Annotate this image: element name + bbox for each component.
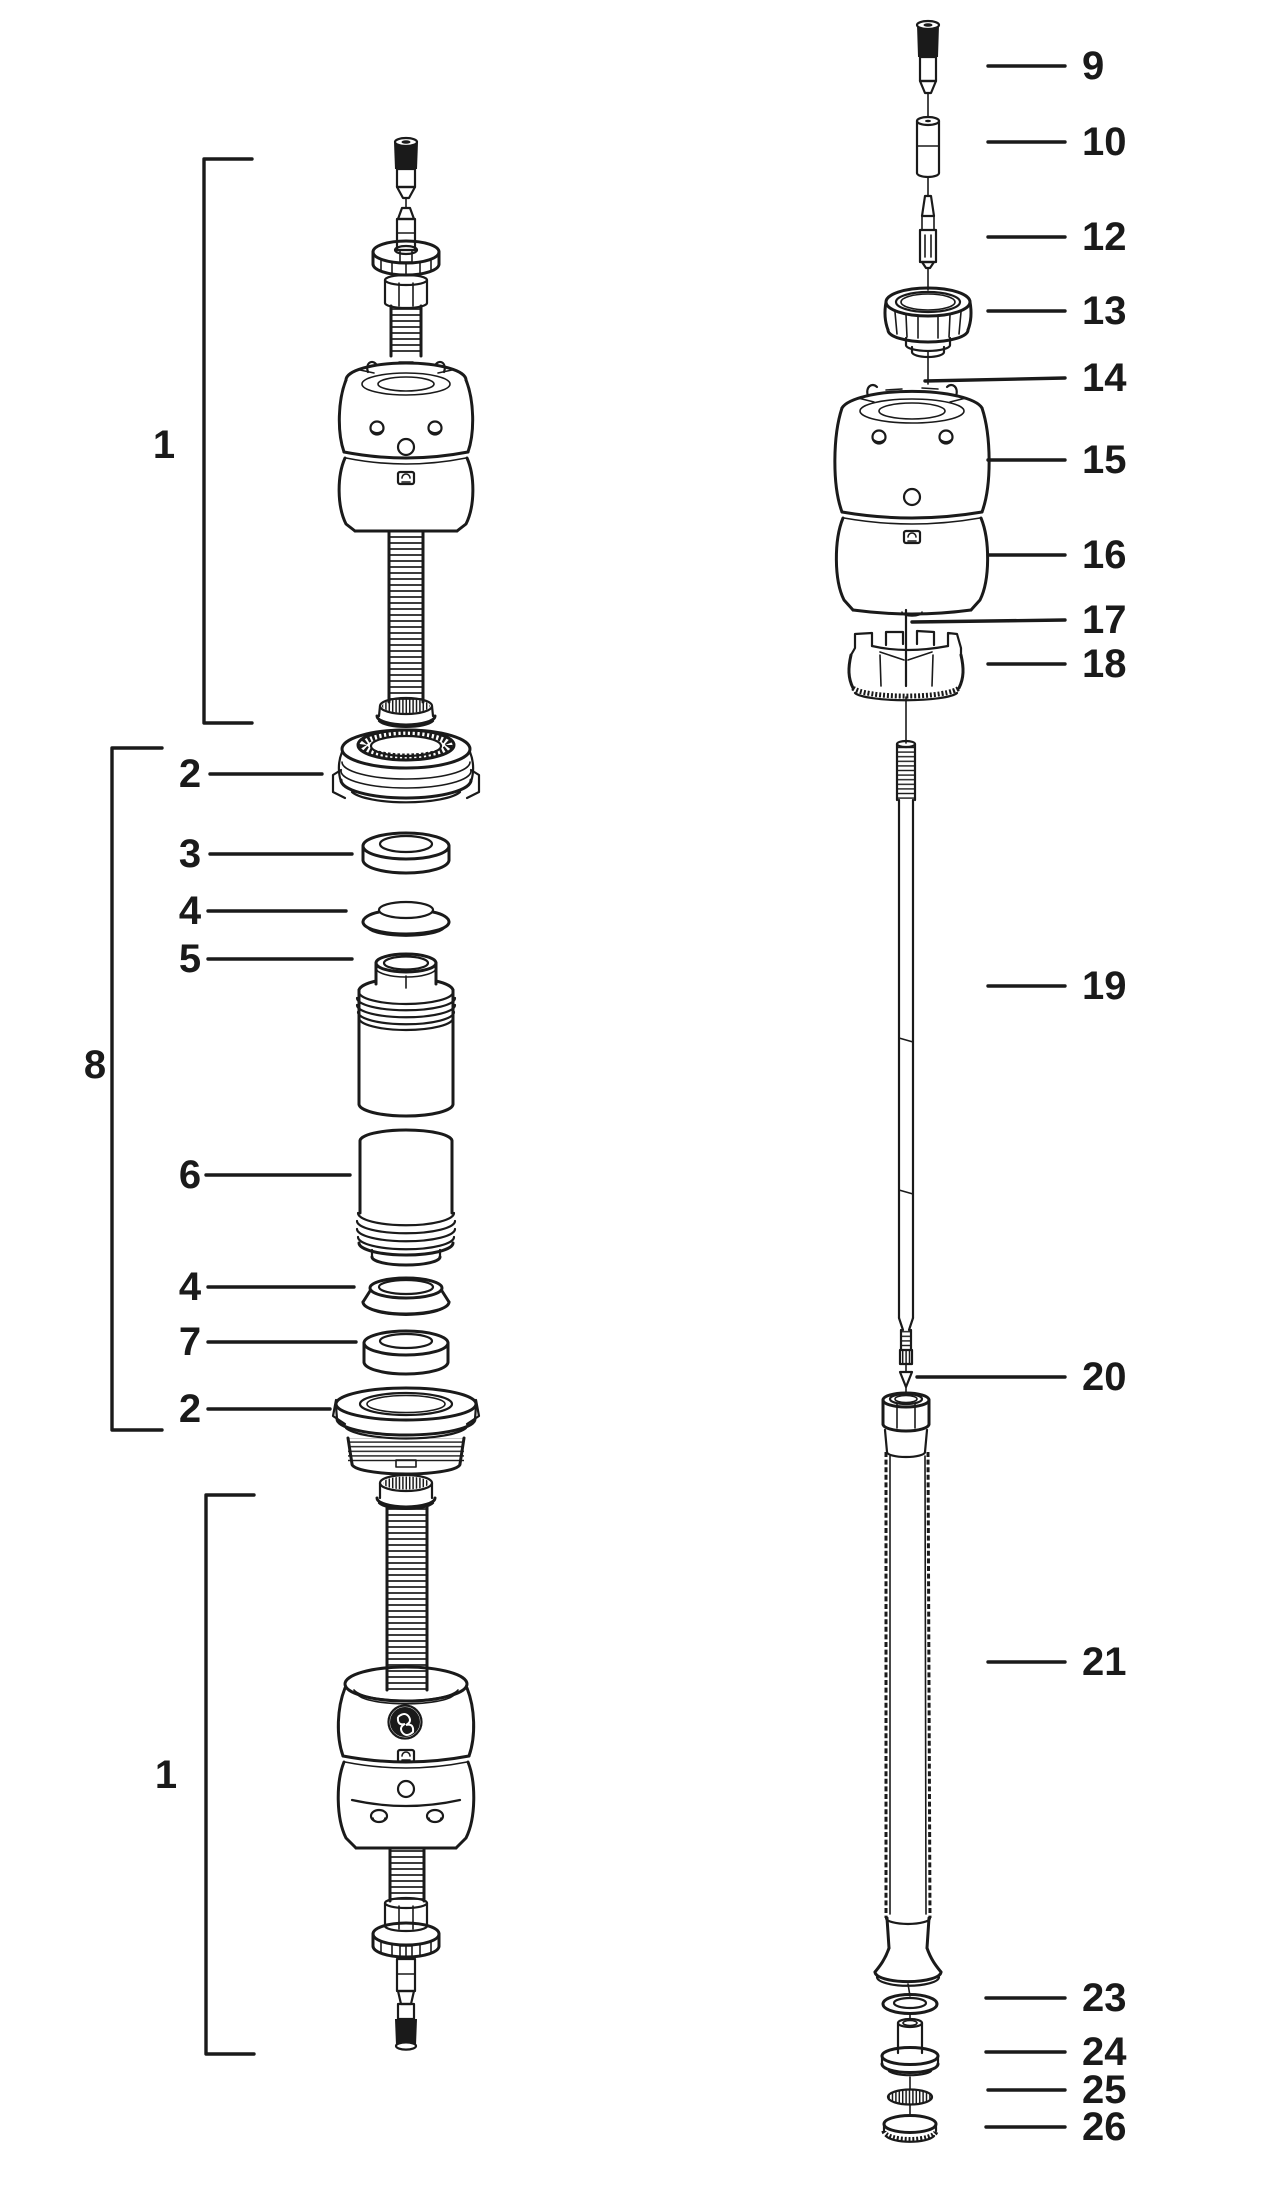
callout-c3: 3	[178, 832, 202, 876]
piston-foot-icon	[377, 698, 435, 727]
left-parts-stack	[333, 730, 479, 1474]
callout-c17: 17	[1082, 598, 1127, 642]
callout-c2a: 2	[178, 752, 202, 796]
callout-c10: 10	[1082, 120, 1127, 164]
cylinder-6	[357, 1130, 455, 1265]
callout-c25: 25	[1082, 2068, 1127, 2112]
leader-line-c17	[912, 620, 1065, 622]
assembly-adjuster-top	[339, 138, 473, 727]
dome-seal-lower	[363, 1278, 449, 1315]
bracket-b1top	[204, 159, 252, 723]
piston-rod-19	[897, 697, 915, 1372]
callout-c21: 21	[1082, 1640, 1127, 1684]
fitting-9	[917, 21, 939, 117]
callout-c6: 6	[178, 1153, 202, 1197]
bracket-label-b1top: 1	[152, 423, 176, 467]
callout-c26: 26	[1082, 2105, 1127, 2149]
hex-nut-bottom-icon	[385, 1898, 427, 1931]
callout-c7: 7	[178, 1320, 202, 1364]
callout-c13: 13	[1082, 289, 1127, 333]
column-tube-21	[875, 1393, 941, 1996]
callout-c16: 16	[1082, 533, 1127, 577]
needle-tip-20	[900, 1372, 912, 1393]
callout-c15: 15	[1082, 438, 1127, 482]
spacer-ring-7	[364, 1331, 448, 1374]
collar-nut-top	[333, 730, 479, 802]
threaded-rod-icon	[389, 531, 423, 702]
assembly-adjuster-bottom	[338, 1475, 474, 2050]
collar-nut-bottom	[333, 1388, 479, 1474]
o-ring-23	[883, 1995, 937, 2021]
callout-layer	[84, 44, 1127, 2149]
adjuster-wheel-bottom-icon	[373, 1923, 439, 1957]
lock-icon	[398, 472, 414, 484]
leader-line-c14	[925, 378, 1065, 381]
piston-insert-24	[882, 2019, 938, 2089]
seal-ring-3	[363, 833, 449, 873]
end-disc-26	[884, 2116, 936, 2142]
fitting-cap-bottom-icon	[395, 1946, 417, 2050]
valve-body-bottom-icon	[338, 1667, 474, 1848]
bracket-label-b8: 8	[83, 1043, 107, 1087]
frit-25	[888, 2090, 932, 2117]
callout-c19: 19	[1082, 964, 1127, 1008]
knurled-head-icon	[377, 1475, 435, 1509]
dome-seal-upper	[363, 902, 449, 936]
needle-seat-12	[920, 196, 936, 290]
callout-c4b: 4	[178, 1265, 202, 1309]
adapter-sleeve-5	[357, 954, 455, 1116]
callout-c24: 24	[1082, 2030, 1127, 2074]
knurled-nut-13	[885, 288, 971, 384]
callout-c5: 5	[178, 937, 202, 981]
callout-c23: 23	[1082, 1976, 1127, 2020]
lock-icon	[904, 531, 920, 543]
threaded-stem-bottom-icon	[390, 1848, 424, 1901]
callout-c14: 14	[1082, 356, 1127, 400]
callout-c20: 20	[1082, 1355, 1127, 1399]
lock-icon	[398, 1750, 414, 1762]
threaded-stem-icon	[391, 306, 421, 356]
callout-c12: 12	[1082, 215, 1127, 259]
guard-column-10	[917, 117, 939, 196]
callout-c4a: 4	[178, 889, 202, 933]
callout-c9: 9	[1082, 44, 1105, 88]
column-body-upper-15	[835, 385, 989, 524]
column-body-lower-16	[836, 518, 987, 616]
adjuster-wheel-icon	[373, 241, 439, 275]
fitting-cap-icon	[394, 138, 418, 208]
bracket-b8	[112, 748, 162, 1430]
hex-nut-icon	[385, 275, 427, 308]
threaded-rod-bottom-icon	[387, 1507, 427, 1690]
callout-c18: 18	[1082, 642, 1127, 686]
callout-c2b: 2	[178, 1387, 202, 1431]
right-parts-column	[835, 21, 989, 2142]
bracket-b1bottom	[206, 1495, 254, 2054]
ge-monogram-icon	[389, 1706, 422, 1739]
valve-body-icon	[339, 362, 473, 531]
bracket-label-b1bottom: 1	[154, 1753, 178, 1797]
